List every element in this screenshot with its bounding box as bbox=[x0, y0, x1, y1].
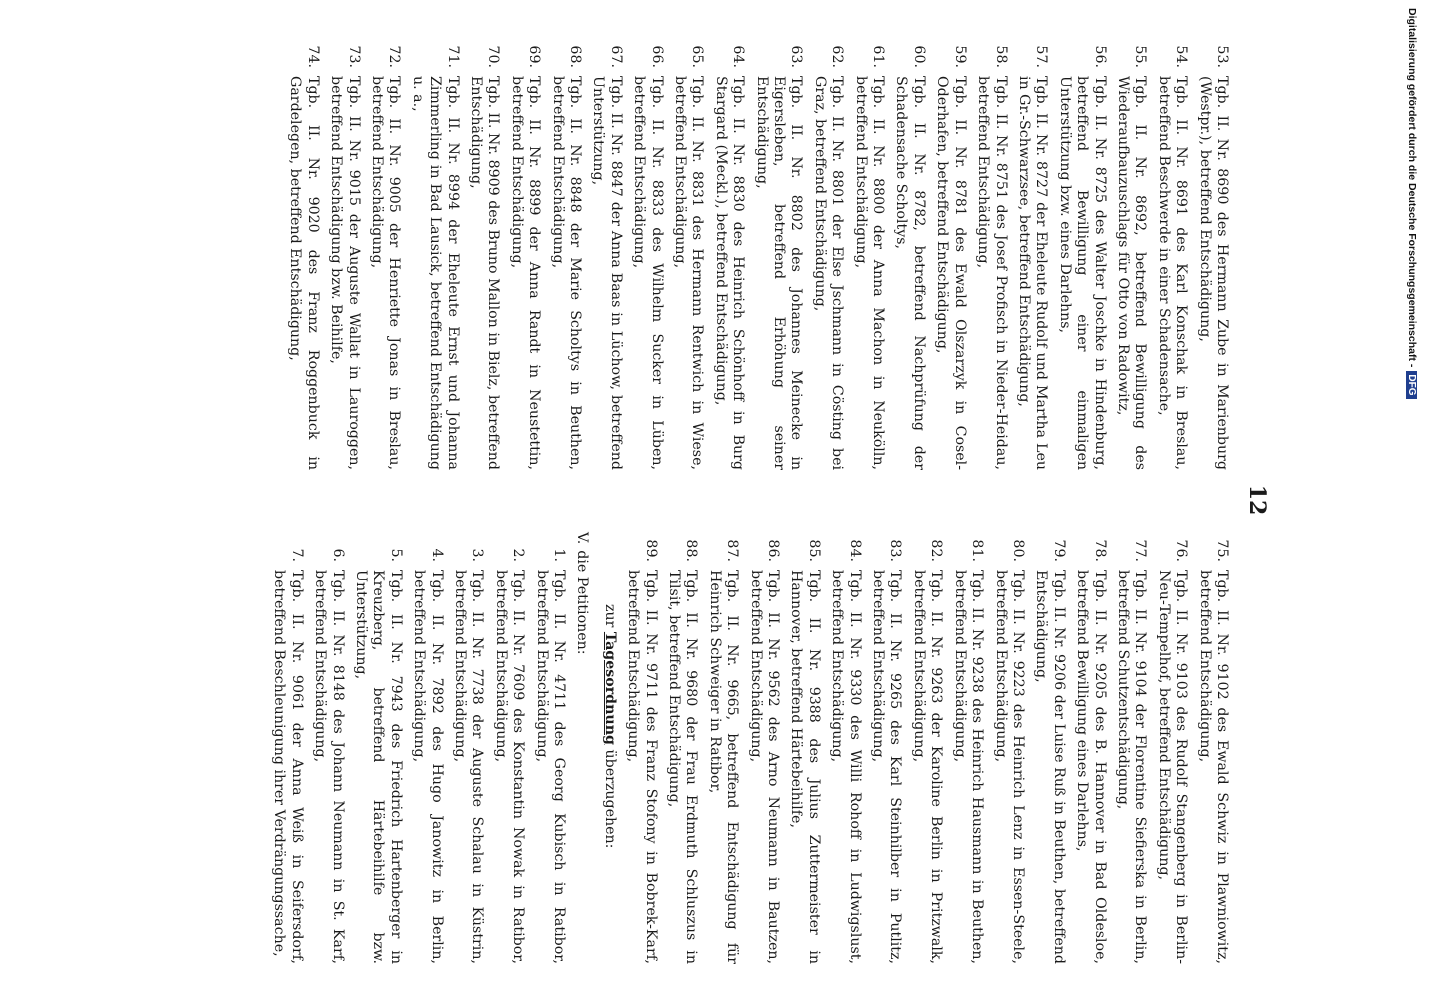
scanned-page bbox=[130, 0, 1330, 1000]
item-number: 3. bbox=[469, 548, 486, 562]
list-item bbox=[286, 38, 321, 470]
list-item bbox=[1055, 38, 1107, 470]
list-item bbox=[851, 38, 886, 470]
item-number: 78. bbox=[1091, 539, 1108, 562]
item-number: 57. bbox=[1033, 45, 1050, 68]
list-item bbox=[810, 38, 845, 470]
item-number: 2. bbox=[510, 548, 527, 562]
list-item bbox=[327, 38, 362, 470]
item-text: Tgb. II. Nr. 9330 des Willi Rohoff in Ludwigslust, betreffend Entschädigung, bbox=[829, 570, 863, 964]
item-number: 74. bbox=[304, 45, 321, 68]
item-text: Tgb. II. Nr. 8909 des Bruno Mallon in Bielz, betreffend Entschädigung, bbox=[467, 76, 502, 470]
section-title: die Petitionen: bbox=[574, 550, 591, 655]
item-text: Tgb. II. Nr. 9015 der Auguste Wallat in Lauroggen, betreffend Entschädigung bzw. Beihilfe, bbox=[328, 76, 362, 470]
item-number: 63. bbox=[788, 45, 805, 68]
item-number: 66. bbox=[648, 45, 665, 68]
list-item bbox=[711, 38, 746, 470]
item-text: Tgb. II. Nr. 8830 des Heinrich Schönhoff in Burg Stargard (Meckl.), betreffend Entschädigung, bbox=[712, 76, 747, 470]
credit-text: Digitalisierung gefördert durch die Deutsche Forschungsgemeinschaft - bbox=[1406, 8, 1418, 368]
item-text: Tgb. II. Nr. 8847 der Anna Baas in Lüchow, betreffend Unterstützung, bbox=[590, 76, 624, 470]
item-number: 56. bbox=[1091, 45, 1108, 68]
list-item bbox=[1015, 38, 1050, 470]
item-text: Tgb. II. Nr. 8782, betreffend Nachprüfung der Schadensache Scholtys, bbox=[893, 76, 927, 470]
dfg-logo: DFG bbox=[1406, 371, 1417, 398]
item-number: 69. bbox=[526, 45, 543, 68]
list-item bbox=[787, 532, 822, 964]
list-item bbox=[974, 38, 1009, 470]
list-item bbox=[1073, 532, 1108, 964]
item-number: 4. bbox=[428, 548, 445, 562]
list-item bbox=[624, 532, 659, 964]
list-item bbox=[746, 532, 781, 964]
item-number: 61. bbox=[870, 45, 887, 68]
page-number: 12 bbox=[1244, 484, 1270, 516]
item-number: 87. bbox=[724, 539, 741, 562]
item-number: 58. bbox=[992, 45, 1009, 68]
item-text: Tgb. II. Nr. 9388 des Julius Zuttermeister in Hannover, betreffend Härtebeihilfe, bbox=[788, 570, 822, 964]
item-text: Tgb. II. Nr. 8690 des Hermann Zube in Marienburg (Westpr.), betreffend Entschädigung, bbox=[1196, 76, 1230, 470]
item-number: 81. bbox=[969, 539, 986, 562]
list-item bbox=[1032, 532, 1067, 964]
item-text: Tgb. II. Nr. 8148 des Johann Neumann in St. Karf, betreffend Entschädigung, bbox=[312, 570, 346, 964]
item-number: 82. bbox=[928, 539, 945, 562]
item-number: 55. bbox=[1132, 45, 1149, 68]
item-text: Tgb. II. Nr. 8725 des Walter Joschke in Hindenburg, betreffend Bewilligung einer einmaligen Unterstützung bzw. eines Darlehns, bbox=[1056, 76, 1108, 470]
left-column bbox=[280, 38, 1230, 470]
list-item bbox=[491, 532, 526, 964]
item-text: Tgb. II. Nr. 8833 des Wilhelm Sucker in Lüben, betreffend Entschädigung, bbox=[631, 76, 665, 470]
item-text: Tgb. II. Nr. 8751 des Josef Profisch in Nieder-Heidau, betreffend Entschädigung, bbox=[975, 76, 1009, 470]
list-item bbox=[828, 532, 863, 964]
section-heading bbox=[573, 532, 590, 964]
item-number: 70. bbox=[485, 45, 502, 68]
item-text: Tgb. II. Nr. 9665, betreffend Entschädigung für Heinrich Schweiger in Ratibor, bbox=[706, 570, 741, 964]
agenda-note-bold: Tagesordnung bbox=[601, 631, 618, 745]
list-item bbox=[705, 532, 740, 964]
item-number: 53. bbox=[1214, 45, 1230, 68]
item-text: Tgb. II. Nr. 8994 der Eheleute Ernst und Johanna Zimmerling in Bad Lausick, betreffend Entschädigung u. a., bbox=[409, 76, 461, 470]
item-number: 64. bbox=[730, 45, 747, 68]
agenda-note-post: überzugehen: bbox=[601, 744, 618, 849]
item-text: Tgb. II. Nr. 9238 des Heinrich Hausmann in Beuthen, betreffend Entschädigung, bbox=[951, 570, 986, 964]
item-text: Tgb. II. Nr. 9061 der Anna Weiß in Seifersdorf, betreffend Beschleunigung ihrer Verdrängungssache, bbox=[271, 570, 305, 964]
petition-list bbox=[270, 532, 567, 964]
list-item bbox=[630, 38, 665, 470]
list-item bbox=[752, 38, 804, 470]
list-item bbox=[270, 532, 305, 964]
item-number: 75. bbox=[1214, 539, 1230, 562]
list-item bbox=[950, 532, 985, 964]
item-text: Tgb. II. Nr. 9680 der Frau Erdmuth Schluszus in Tilsit, betreffend Entschädigung, bbox=[666, 570, 700, 964]
item-number: 76. bbox=[1173, 539, 1190, 562]
item-text: Tgb. II. Nr. 9020 des Franz Roggenbuck in Gardelegen, betreffend Entschädigung, bbox=[287, 76, 321, 470]
item-number: 6. bbox=[329, 548, 346, 562]
item-number: 85. bbox=[805, 539, 822, 562]
item-text: Tgb. II. Nr. 9104 der Florentine Siefierska in Berlin, betreffend Schutzentschädigung, bbox=[1114, 570, 1149, 964]
item-text: Tgb. II. Nr. 7738 der Auguste Schalau in Küstrin, betreffend Entschädigung, bbox=[451, 570, 486, 964]
list-item bbox=[933, 38, 968, 470]
item-text: Tgb. II. Nr. 4711 des Georg Kubisch in Ratibor, betreffend Entschädigung, bbox=[533, 570, 567, 964]
list-item bbox=[408, 38, 460, 470]
item-text: Tgb. II. Nr. 9223 des Heinrich Lenz in Essen-Steele, betreffend Entschädigung, bbox=[992, 570, 1026, 964]
right-column bbox=[264, 532, 1230, 964]
item-text: Tgb. II. Nr. 9206 der Luise Ruß in Beuthen, betreffend Entschädigung, bbox=[1033, 570, 1067, 964]
list-item bbox=[991, 532, 1026, 964]
list-item bbox=[1154, 532, 1189, 964]
list-item bbox=[665, 532, 700, 964]
list-item bbox=[1114, 38, 1149, 470]
item-number: 77. bbox=[1132, 539, 1149, 562]
item-number: 83. bbox=[887, 539, 904, 562]
item-number: 89. bbox=[642, 539, 659, 562]
digitization-credit bbox=[1406, 8, 1418, 399]
item-text: Tgb. II. Nr. 9711 des Franz Stofony in Bobrek-Karf, betreffend Entschädigung, bbox=[625, 570, 659, 964]
item-number: 73. bbox=[345, 45, 362, 68]
list-item bbox=[548, 38, 583, 470]
list-item bbox=[352, 532, 404, 964]
item-text: Tgb. II. Nr. 7892 des Hugo Janowitz in Berlin, betreffend Entschädigung, bbox=[411, 570, 445, 964]
item-number: 86. bbox=[765, 539, 782, 562]
item-text: Tgb. II. Nr. 8692, betreffend Bewilligung des Wiederaufbauzuschlags für Otto von Radowitz, bbox=[1114, 76, 1149, 470]
item-text: Tgb. II. Nr. 8800 der Anna Machon in Neukölln, betreffend Entschädigung, bbox=[852, 76, 887, 470]
item-text: Tgb. II. Nr. 8727 der Eheleute Rudolf und Martha Leu in Gr.-Schwarzsee, betreffend Entschädigung, bbox=[1015, 76, 1050, 470]
list-item bbox=[451, 532, 486, 964]
list-item bbox=[507, 38, 542, 470]
list-item bbox=[892, 38, 927, 470]
item-number: 7. bbox=[288, 548, 305, 562]
item-number: 72. bbox=[386, 45, 403, 68]
item-number: 59. bbox=[951, 45, 968, 68]
item-number: 71. bbox=[444, 45, 461, 68]
agenda-note bbox=[600, 532, 617, 964]
item-number: 1. bbox=[551, 548, 567, 562]
list-item bbox=[1195, 532, 1230, 964]
item-text: Tgb. II. Nr. 7609 des Konstantin Nowak in Ratibor, betreffend Entschädigung, bbox=[492, 570, 527, 964]
right-column-entries bbox=[624, 532, 1230, 964]
item-number: 88. bbox=[683, 539, 700, 562]
item-text: Tgb. II. Nr. 8801 der Else Jschmann in Cösting bei Graz, betreffend Entschädigung, bbox=[811, 76, 846, 470]
item-text: Tgb. II. Nr. 8691 des Karl Konschak in Breslau, betreffend Beschwerde in einer Schadensache, bbox=[1155, 76, 1190, 470]
list-item bbox=[410, 532, 445, 964]
item-number: 65. bbox=[689, 45, 706, 68]
item-text: Tgb. II. Nr. 8899 der Anna Randt in Neustettin, betreffend Entschädigung, bbox=[508, 76, 543, 470]
list-item bbox=[532, 532, 567, 964]
item-text: Tgb. II. Nr. 8802 des Johannes Meinecke in Eigersleben, betreffend Erhöhung seiner Entschädigung, bbox=[753, 76, 805, 470]
list-item bbox=[467, 38, 502, 470]
list-item bbox=[1195, 38, 1230, 470]
item-text: Tgb. II. Nr. 9005 der Henriette Jonas in Breslau, betreffend Entschädigung, bbox=[368, 76, 403, 470]
item-number: 80. bbox=[1009, 539, 1026, 562]
item-number: 79. bbox=[1050, 539, 1067, 562]
item-text: Tgb. II. Nr. 9102 des Ewald Schwiz in Plawniowitz, betreffend Entschädigung, bbox=[1196, 570, 1230, 964]
list-item bbox=[869, 532, 904, 964]
item-text: Tgb. II. Nr. 9562 des Arno Neumann in Bautzen, betreffend Entschädigung, bbox=[747, 570, 782, 964]
item-number: 84. bbox=[846, 539, 863, 562]
list-item bbox=[1114, 532, 1149, 964]
item-number: 67. bbox=[607, 45, 624, 68]
list-item bbox=[589, 38, 624, 470]
item-number: 62. bbox=[829, 45, 846, 68]
item-text: Tgb. II. Nr. 8848 der Marie Scholtys in Beuthen, betreffend Entschädigung, bbox=[549, 76, 583, 470]
list-item bbox=[910, 532, 945, 964]
list-item bbox=[311, 532, 346, 964]
item-number: 5. bbox=[387, 548, 404, 562]
section-roman-numeral: V. bbox=[574, 532, 591, 545]
item-text: Tgb. II. Nr. 9205 des B. Hannover in Bad Oldesloe, betreffend Bewilligung eines Darlehns, bbox=[1074, 570, 1108, 964]
item-number: 54. bbox=[1173, 45, 1190, 68]
item-number: 68. bbox=[567, 45, 583, 68]
list-item bbox=[671, 38, 706, 470]
item-text: Tgb. II. Nr. 7943 des Friedrich Hartenberger in Kreuzberg, betreffend Härtebeihilfe bzw. Unterstützung, bbox=[352, 570, 404, 964]
list-item bbox=[368, 38, 403, 470]
item-text: Tgb. II. Nr. 9103 des Rudolf Stangenberg in Berlin-Neu-Tempelhof, betreffend Entschädigung, bbox=[1155, 570, 1190, 964]
list-item bbox=[1154, 38, 1189, 470]
item-number: 60. bbox=[910, 45, 927, 68]
item-text: Tgb. II. Nr. 8781 des Ewald Olszarzyk in Cosel-Oderhafen, betreffend Entschädigung, bbox=[934, 76, 968, 470]
item-text: Tgb. II. Nr. 8831 des Hermann Rentwich in Wiese, betreffend Entschädigung, bbox=[672, 76, 706, 470]
item-text: Tgb. II. Nr. 9265 des Karl Steinhilber in Putlitz, betreffend Entschädigung, bbox=[870, 570, 904, 964]
agenda-note-pre: zur bbox=[601, 604, 618, 632]
item-text: Tgb. II. Nr. 9263 der Karoline Berlin in Pritzwalk, betreffend Entschädigung, bbox=[910, 570, 945, 964]
